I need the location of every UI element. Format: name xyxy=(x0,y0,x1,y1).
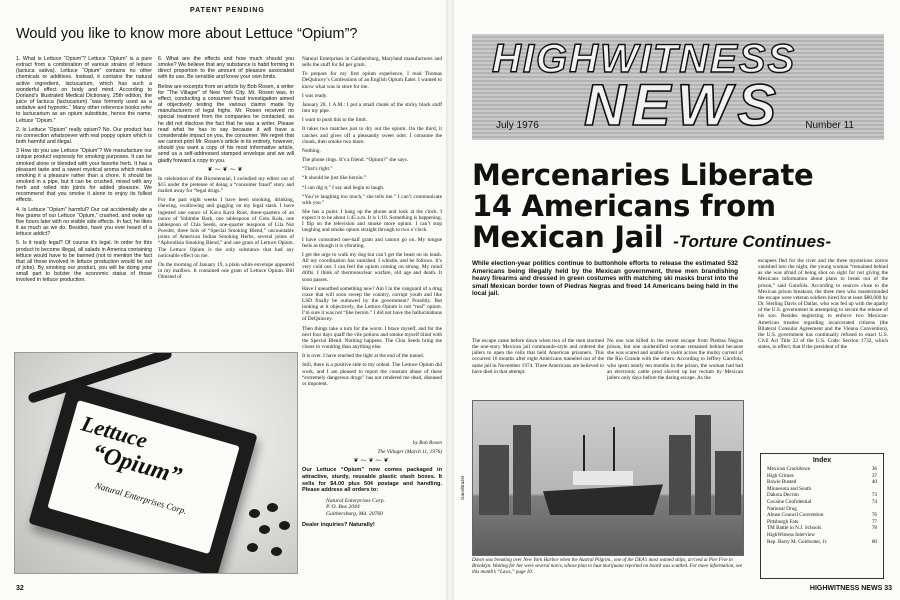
headline-line: 14 Americans from xyxy=(472,189,776,223)
article-paragraph: She has a point. I hang up the phone and look at the clock. I expect it to be about 1:45 a.m. It is 1:10. Something is happening. I flip on the television and smoke more opium. I can’t stop laughing and smoke opium straight through to two o’clock. xyxy=(302,208,442,234)
index-entry[interactable] xyxy=(767,519,877,526)
building xyxy=(715,451,741,515)
building xyxy=(695,415,711,515)
index-entry[interactable] xyxy=(767,539,877,546)
news-paragraph: escapees fled for the river and the three mysterious zorros vanished into the night, the young woman “remained behind as she was afraid of being shot on sight for not giving the Mexicans information about plans to break out of the prison,” said Garofola. According to sources close to the Mexican prison breakout, the three men who masterminded the escape were veteran soldiers hired for at least $80,000 by Dr. Sterling Davis of Dallas, who was fed up with the apathy of the U.S. government in attempting to secure the release of his son. Besides neglecting to enforce two Mexican-American treaties regarding incarcerated citizens (the Bilateral Consular Agreement and the Vienna Convention), the U.S. government has continually refused to enact U.S. Civil Act Title 22 of the U.S. Code: Section 1732, which states, in effect, that if the president of the xyxy=(758,258,888,351)
faq-item: 4. Is Lettuce “Opium” harmful? Our cat accidentally ate a few grams of our Lettuce “Opium,” crashed, and woke up five hours later with no visible side effects. In fact, he likes it as much as we do. Besides, have you ever heard of a lettuce addict? xyxy=(16,206,152,238)
article-paragraph: Natural Enterprises in Gaithersburg, Maryland manufactures and sells the stuff for $4 per gram. xyxy=(302,56,442,69)
article-paragraph: The phone rings. It’s a friend. “Opium?” she says. xyxy=(302,157,409,164)
building xyxy=(479,445,509,515)
source-line: The Villager (March 11, 1976) xyxy=(377,449,442,456)
index-entry-title: Bowie Busted xyxy=(767,479,797,486)
index-entry-page: 74 xyxy=(871,498,877,505)
index-entry-page: 76 xyxy=(871,512,877,519)
offer-text: Our Lettuce “Opium” now comes packaged in attractive, sturdy, reusable plastic stash boxes. It sells for $4.00 plus 50¢ postage and handling. Please address all orders to: xyxy=(302,467,442,494)
index-entry-title: Cocaine Confidential xyxy=(767,498,812,505)
address-line: Gaithersburg, Md. 20760 xyxy=(326,511,383,518)
lede-column xyxy=(472,338,604,398)
address-line: Natural Enterprises Corp. xyxy=(326,497,385,504)
article-paragraph: On the morning of January 19, a plain white envelope appeared in my mailbox. It contained one gram of Lettuce Opium. Bill Olmsted of xyxy=(158,261,294,281)
headline-line xyxy=(472,222,892,257)
issue-date: July 1976 xyxy=(496,120,539,131)
index-entry-title: Rep. Barry M. Goldwater, Jr. xyxy=(767,538,828,545)
article-paragraph: Have I unearthed something new? Am I in the vanguard of a drug craze that will soon sweep the country, corrupt youth and like LSD finally be outlawed by the government? Possibly. But looking at it objectively, the Lettuce Opium is not “real” opium. I’m sure it was not “like heroin.” I did not have the hallucinations of DeQuincey. xyxy=(302,285,442,323)
box-label-line: Lettuce xyxy=(78,410,151,454)
opium-pellets xyxy=(245,503,298,573)
page-number-left: 32 xyxy=(16,585,24,592)
address-line: P. O. Box 2044 xyxy=(326,504,360,511)
article-paragraph: For the past eight weeks I have been smoking, drinking, chewing, swallowing and gagging on my legal stash. I have ingested one ounce of Kava Kava Root, three-quarters of an ounce of Yohimbe Bark, one tablespoon of Gotu Kola, one tablespoon of Chia Seeds, one-quarter teaspoon of Lila Nut Powder, three bols of “Special Smoking Blend,” uncountable joints of American Indian Smoking Herbs, several joints of “Aphrodisia Smoking Blend,” and one gram of Lettuce Opium. The Lettuce Opium is the only substance that had any noticeable effect on me. xyxy=(158,197,294,259)
article-paragraph: I have consumed one-half gram and cannot go on. My tongue feels as though it is vibrating. xyxy=(302,236,442,249)
masthead xyxy=(472,34,884,140)
article-column-3 xyxy=(302,56,442,456)
index-entry[interactable] xyxy=(767,525,877,532)
left-headline: Would you like to know more about Lettuce “Opium”? xyxy=(16,26,358,42)
index-entry[interactable] xyxy=(767,486,877,493)
article-paragraph: “It should be just like heroin.” xyxy=(302,175,367,182)
ornament-divider: ❦⁓❦⁓❦ xyxy=(353,458,391,465)
pellet xyxy=(271,547,282,556)
intro-paragraph: Below are excerpts from an article by Bob Rosen, a writer for “The Villager” of New York City. Mr. Rosen was, in effect, conducting a consumer fraud investigation aimed at objectively testing the various claims made by manufacturers of legal highs. Mr. Rosen received no special treatment from the companies he contacted, as he did not disclose the fact that he was a writer. Please read what he has to say because it will have a considerable impact on you, the consumer. We regret that we cannot print Mr. Rosen’s article in its entirety, however, should you want a copy of his most informative article, send us a self-addressed stamped envelope and we will gladly forward a copy to you. xyxy=(158,83,294,164)
building xyxy=(513,425,531,515)
lede-paragraph: The escape came before dawn when two of the men stormed the one-story Mexican jail commando-style and ordered the jailers to open the cells that held American prisoners. This occurred 16 months after eight Americans tunneled out of the same jail in November 1974. Three Americans are believed to have died in that attempt. xyxy=(472,338,604,375)
headline-line-3: Mexican Jail xyxy=(472,220,664,254)
article-paragraph: Still, there is a positive side to my ordeal. The Lettuce Opium did work, and I am pleased to report the constant abuse of these “extremely dangerous drugs” has not rendered me dead, diseased or impotent. xyxy=(302,362,442,387)
harbor-photo xyxy=(472,400,744,556)
order-column xyxy=(302,440,442,590)
index-entry-title: Minnesota and South xyxy=(767,485,812,492)
index-entry-title: Pittsburgh Fats xyxy=(767,518,799,525)
index-entry[interactable] xyxy=(767,473,877,480)
mailing-address xyxy=(326,498,442,518)
article-column-2 xyxy=(158,56,294,350)
photo-credit: Garo/Brazel xyxy=(460,475,465,500)
ornament-divider: ❦⁓❦⁓❦ xyxy=(207,166,245,173)
article-paragraph: “That’s right.” xyxy=(302,166,333,173)
building xyxy=(669,435,691,515)
article-paragraph: To prepare for my first opium experience, I read Thomas DeQuincey’s Confessions of an English Opium Eater. I wanted to know what was in store for me. xyxy=(302,71,442,90)
article-paragraph: It is over. I have reached the light at the end of the tunnel. xyxy=(302,353,425,360)
article-paragraph: Then things take a turn for the worst. I brace myself, and for the next four days quaff the vile potions and smoke myself blind with the Special Blend. Nothing happens. The Chia Seeds bring me closer to vomiting than anything else. xyxy=(302,325,442,351)
main-headline xyxy=(472,160,892,257)
news-paragraph: No one was killed in the recent escape from Piedras Negras prison, but one unidentified woman remained behind because she was scared and unable to swim across the murky current of the Rio Grande with the others. According to Jeffrey Garofola, who spent nearly ten months in the prison, the woman had had an electronic cattle prod shoved up her rectum by Mexican jailers only days before the daring escape. As the xyxy=(607,338,743,381)
pellet xyxy=(267,503,278,512)
ship-hull xyxy=(543,481,663,515)
index-entry[interactable] xyxy=(767,479,877,486)
index-entry[interactable] xyxy=(767,466,877,473)
faq-column-1 xyxy=(16,56,152,350)
index-entry-title: TM Battle in N.J. Schools xyxy=(767,525,822,532)
index-entry-title: National Drug xyxy=(767,505,797,512)
right-page xyxy=(452,0,900,600)
box-label-line: Natural Enterprises Corp. xyxy=(94,480,188,517)
news-column-2 xyxy=(607,338,743,398)
index-title: Index xyxy=(812,457,832,464)
article-paragraph: Nothing. xyxy=(302,147,321,154)
pellet xyxy=(247,543,258,552)
index-entry-page: 80 xyxy=(871,538,877,545)
index-entry-title: Mexican Crackdown xyxy=(767,466,811,472)
photo-caption: Dawn was breaking over New York Harbor when the Austral Pilgrim., one of the DEA’s most wanted ships, arrived at Pier Five in Brooklyn. Waiting for her were several narcs, whose plan to bust marijuana reported on board was scuttled. For more information, see this month’s “Laws,” page 10. xyxy=(472,558,743,575)
index-entry-page: 40 xyxy=(871,479,877,486)
headline-tail: -Torture Continues- xyxy=(673,232,832,251)
index-entry-title: Abuse Council Convention xyxy=(767,512,824,519)
stash-box xyxy=(28,381,257,574)
faq-item: 1. What is Lettuce “Opium”? Lettuce “Opium” is a pure extract from a combination of various strains of lettuce (lactuca sativa). Lettuce “Opium” contains no other chemicals or additives. Instead, it contains the natural active ingredient, lactucarium, which has such a wonderful effect on body and mind. According to Dorland’s Illustrated Medical Dictionary, 25th edition, the juice of lactuca (lactucarium) “was formerly used as a sedative and hypnotic.” Many other reference books refer to lactucarium as an opium substitute, hence the name, Lettuce “Opium.” xyxy=(16,56,152,124)
index-entry-page: 78 xyxy=(871,525,877,532)
box-label-line: “Opium” xyxy=(88,439,185,490)
kicker: PATENT PENDING xyxy=(190,7,265,14)
issue-number: Number 11 xyxy=(805,120,854,131)
faq-item: 5. Is it really legal? Of course it’s legal. In order for this product to become illegal, all salads in America containing lettuce would have to be banned (not to mention the fact that all those involved in lettuce production would be out of jobs). By smoking our product, you will be doing your small part to bolster the economic status of those involved in lettuce production. xyxy=(16,240,152,284)
index-entry-title: HighWitness Interview xyxy=(767,531,816,538)
faq-item: 2. Is Lettuce “Opium” really opium? No. Our product has no connection whatsoever with real poppy opium which is both harmful and illegal. xyxy=(16,126,152,146)
pellet xyxy=(259,525,270,534)
dealer-tagline: Dealer inquiries? Naturally! xyxy=(302,521,375,528)
index-entry-title: High Crimes xyxy=(767,472,794,479)
article-paragraph: I want to push this to the limit. xyxy=(302,117,368,124)
index-entry[interactable] xyxy=(767,512,877,519)
article-paragraph: I get the urge to walk my dog but can’t get the beast on its leash. All my coordination has vanished. I whistle, and he follows. It’s very cold out. I can feel the opium coming on strong. My mind drifts. I think of thermonuclear warfare, old age and death. It soon passes. xyxy=(302,251,442,283)
index-entry-page: 73 xyxy=(871,492,877,499)
news-column-3 xyxy=(758,258,888,450)
article-paragraph: I was ready. xyxy=(302,92,328,99)
left-page xyxy=(0,0,448,600)
pellet xyxy=(249,509,260,518)
index-box xyxy=(760,453,884,579)
index-entry-page: 37 xyxy=(871,472,877,479)
box-label xyxy=(47,400,239,554)
article-paragraph: “You’re laughing too much,” she tells me.” I can’t communicate with you.” xyxy=(302,193,442,206)
ship-deckhouse xyxy=(573,471,633,485)
article-paragraph: In celebration of the Bicentennial, I swindled my editor out of $15 under the pretense of doing a “consumer fraud” story and mailed away for “legal drugs.” xyxy=(158,175,294,195)
index-entry[interactable] xyxy=(767,492,877,499)
index-entry[interactable] xyxy=(767,532,877,539)
pellet xyxy=(279,521,290,530)
page-number-right: HIGHWITNESS NEWS 33 xyxy=(809,585,892,592)
index-list xyxy=(767,466,877,545)
index-entry[interactable] xyxy=(767,499,877,506)
faq-item: 3 How do you use Lettuce “Opium”? We manufacture our unique product expressly for smoking purposes. It can be smoked alone or blended with your favorite herb. It has a pleasant taste and a sweet mystical aroma which makes smoking it a pleasure rather than a chore. It should be smoked in a pipe, but it can be crushed, mixed with any herb and rolled into joints for added pleasure. We recommend that you smoke it alone to enjoy its fullest effects. xyxy=(16,148,152,204)
faq-item: 6. What are the effects and how much should you smoke? We believe that any substance is habit forming in direct proportion to the amount of pleasure associated with its use. Be sensible and know your own limits. xyxy=(158,56,294,81)
product-photo xyxy=(14,352,298,574)
article-paragraph: January 20, 1 A.M.: I put a small chunk of the sticky black stuff into my pipe. xyxy=(302,101,442,115)
masthead-title: HIGHWITNESS xyxy=(492,37,797,81)
masthead-subtitle: NEWS xyxy=(584,73,782,138)
index-entry-page: 36 xyxy=(871,466,877,472)
index-entry-page: 77 xyxy=(871,518,877,525)
article-paragraph: It takes two matches just to dry out the opium. On the third, it catches and gives off a pleasantly sweet odor. I consume the chunk, then smoke two more. xyxy=(302,126,442,145)
headline-line: Mercenaries Liberate xyxy=(472,158,814,192)
byline: by Bob Rosen xyxy=(412,440,442,446)
article-paragraph: “I can dig it,” I say and begin to laugh. xyxy=(302,184,385,191)
deck-text: While election-year politics continue to buttonhole efforts to release the estimated 532 Americans being illegally held by the Mexican government, three men brandishing heavy firearms and dressed in green costumes with matching ski masks burst into the small Mexican border town of Piedras Negras and freed 14 Americans being held in the local jail. xyxy=(472,260,738,298)
index-entry-title: Dakota Decrim xyxy=(767,492,799,499)
index-entry[interactable] xyxy=(767,506,877,513)
